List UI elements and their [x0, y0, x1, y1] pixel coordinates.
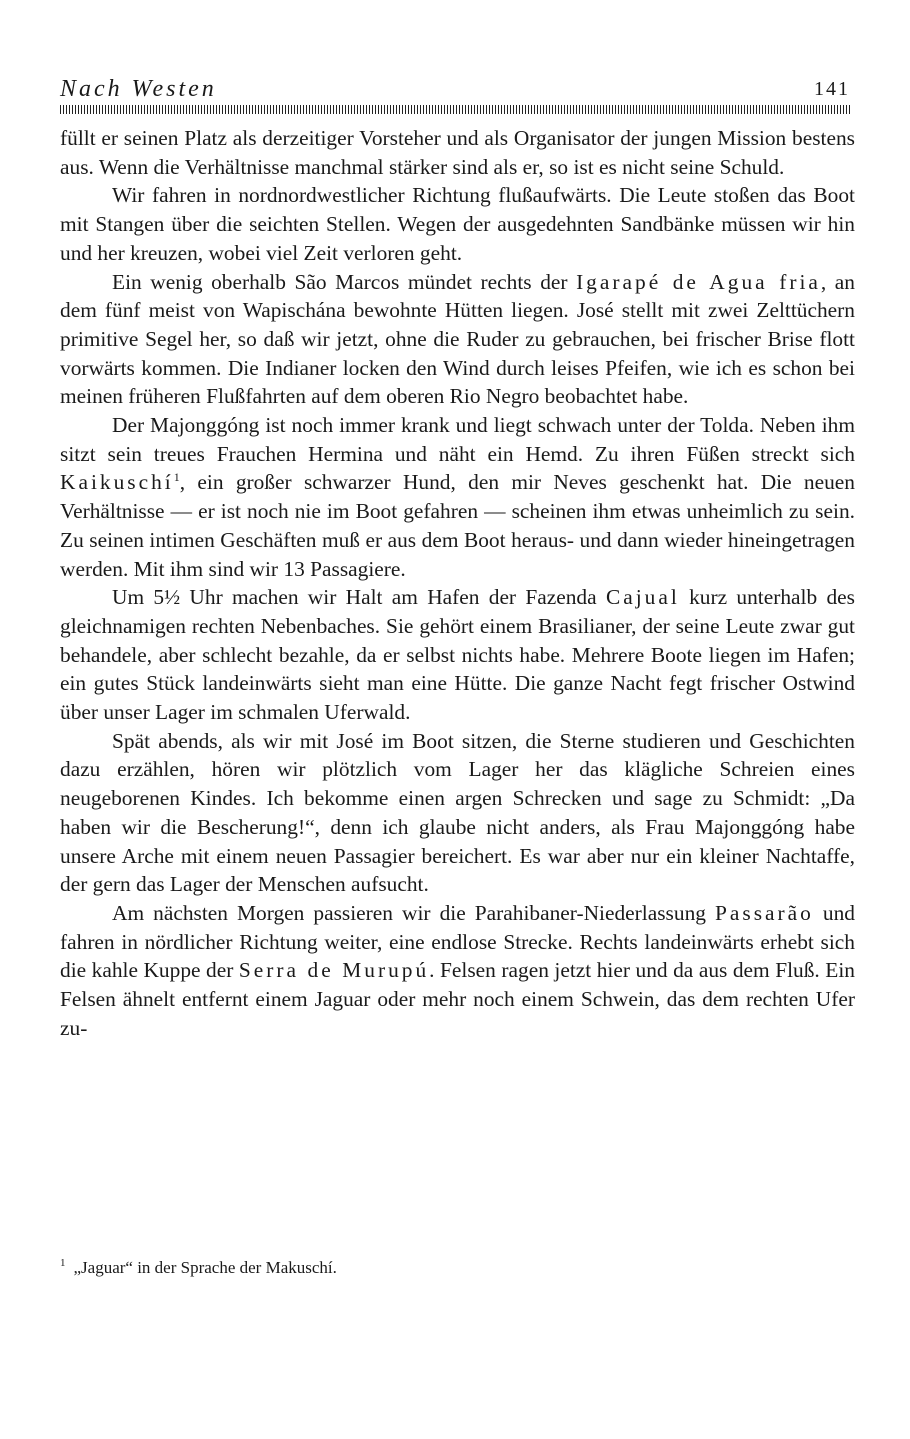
- spaced-name: Passarão: [715, 900, 814, 925]
- text-run: Um 5½ Uhr machen wir Halt am Hafen der Fazenda: [112, 585, 606, 610]
- spaced-name: Serra de Murupú: [238, 958, 430, 983]
- text-run: und fahren in nördlicher Richtung weiter, eine endlose Strecke. Rechts landeinwärts erhebt sich die kahle Kuppe der: [60, 900, 856, 983]
- header-rule: [60, 105, 850, 114]
- text-run: Ein wenig oberhalb São Marcos mündet rechts der: [112, 269, 577, 294]
- footnote: [60, 1257, 855, 1279]
- paragraph: [60, 411, 855, 583]
- spaced-name: Kaikuschí: [60, 470, 174, 495]
- footnote-reference: 1: [173, 470, 180, 485]
- text-run: , ein großer schwarzer Hund, den mir Neves geschenkt hat. Die neuen Verhältnisse — er ist noch nie im Boot gefahren — scheinen ihm etwas unheimlich zu sein. Zu seinen intimen Geschäften muß er aus dem Boot heraus- und dann wieder hineingetragen werden. Mit ihm sind wir 13 Passagiere.: [60, 470, 855, 581]
- text-run: Der Majonggóng ist noch immer krank und liegt schwach unter der Tolda. Neben ihm sitzt sein treues Frauchen Hermina und näht ein Hemd. Zu ihren Füßen streckt sich: [60, 413, 855, 466]
- paragraph: [60, 268, 855, 412]
- paragraph: [60, 181, 855, 267]
- footnote-mark: 1: [60, 1257, 66, 1270]
- spaced-name: Cajual: [605, 585, 680, 610]
- running-head: [60, 76, 850, 102]
- page-number: 141: [814, 78, 850, 100]
- paragraph: [60, 899, 855, 1043]
- text-run: , an dem fünf meist von Wapischána bewohnte Hütten liegen. José stellt mit zwei Zelttüchern primitive Segel her, so daß wir jetzt, ohne die Ruder zu gebrauchen, bei frischer Brise flott vorwärts kommen. Die Indianer locken den Wind durch leises Pfeifen, wie ich es schon bei meinen früheren Flußfahrten auf dem oberen Rio Negro beobachtet habe.: [60, 269, 855, 409]
- paragraph: [60, 124, 855, 181]
- text-run: kurz unterhalb des gleichnamigen rechten Nebenbaches. Sie gehört einem Brasilianer, der seine Leute zwar gut behandele, aber schlecht bezahle, da er selbst nichts habe. Mehrere Boote liegen im Hafen; ein gutes Stück landeinwärts sieht man eine Hütte. Die ganze Nacht fegt frischer Ostwind über unser Lager im schmalen Uferwald.: [60, 585, 855, 725]
- spaced-name: Igarapé de Agua fria: [576, 269, 821, 294]
- text-run: . Felsen ragen jetzt hier und da aus dem Fluß. Ein Felsen ähnelt entfernt einem Jaguar oder mehr noch einem Schwein, das dem rechten Ufer zu-: [60, 958, 855, 1040]
- text-run: Am nächsten Morgen passieren wir die Parahibaner-Niederlassung: [112, 900, 716, 925]
- text-run: Spät abends, als wir mit José im Boot sitzen, die Sterne studieren und Geschichten dazu erzählen, hören wir plötzlich vom Lager her das klägliche Schreien eines neugeborenen Kindes. Ich bekomme einen argen Schrecken und sage zu Schmidt: „Da haben wir die Bescherung!“, denn ich glaube nicht anders, als Frau Majonggóng habe unsere Arche mit einem neuen Passagier bereichert. Es war aber nur ein kleiner Nachtaffe, der gern das Lager der Menschen aufsucht.: [60, 728, 855, 897]
- footnote-text: „Jaguar“ in der Sprache der Makuschí.: [73, 1258, 337, 1277]
- text-run: füllt er seinen Platz als derzeitiger Vorsteher und als Organisator der jungen Mission bestens aus. Wenn die Verhältnisse manchmal stärker sind als er, so ist es nicht seine Schuld.: [60, 126, 855, 179]
- paragraph: [60, 727, 855, 899]
- paragraph: [60, 583, 855, 727]
- text-run: Wir fahren in nordnordwestlicher Richtung flußaufwärts. Die Leute stoßen das Boot mit Stangen über die seichten Stellen. Wegen der ausgedehnten Sandbänke müssen wir hin und her kreuzen, wobei viel Zeit verloren geht.: [60, 183, 855, 265]
- running-title: Nach Westen: [60, 76, 217, 102]
- body-text: [60, 124, 855, 1043]
